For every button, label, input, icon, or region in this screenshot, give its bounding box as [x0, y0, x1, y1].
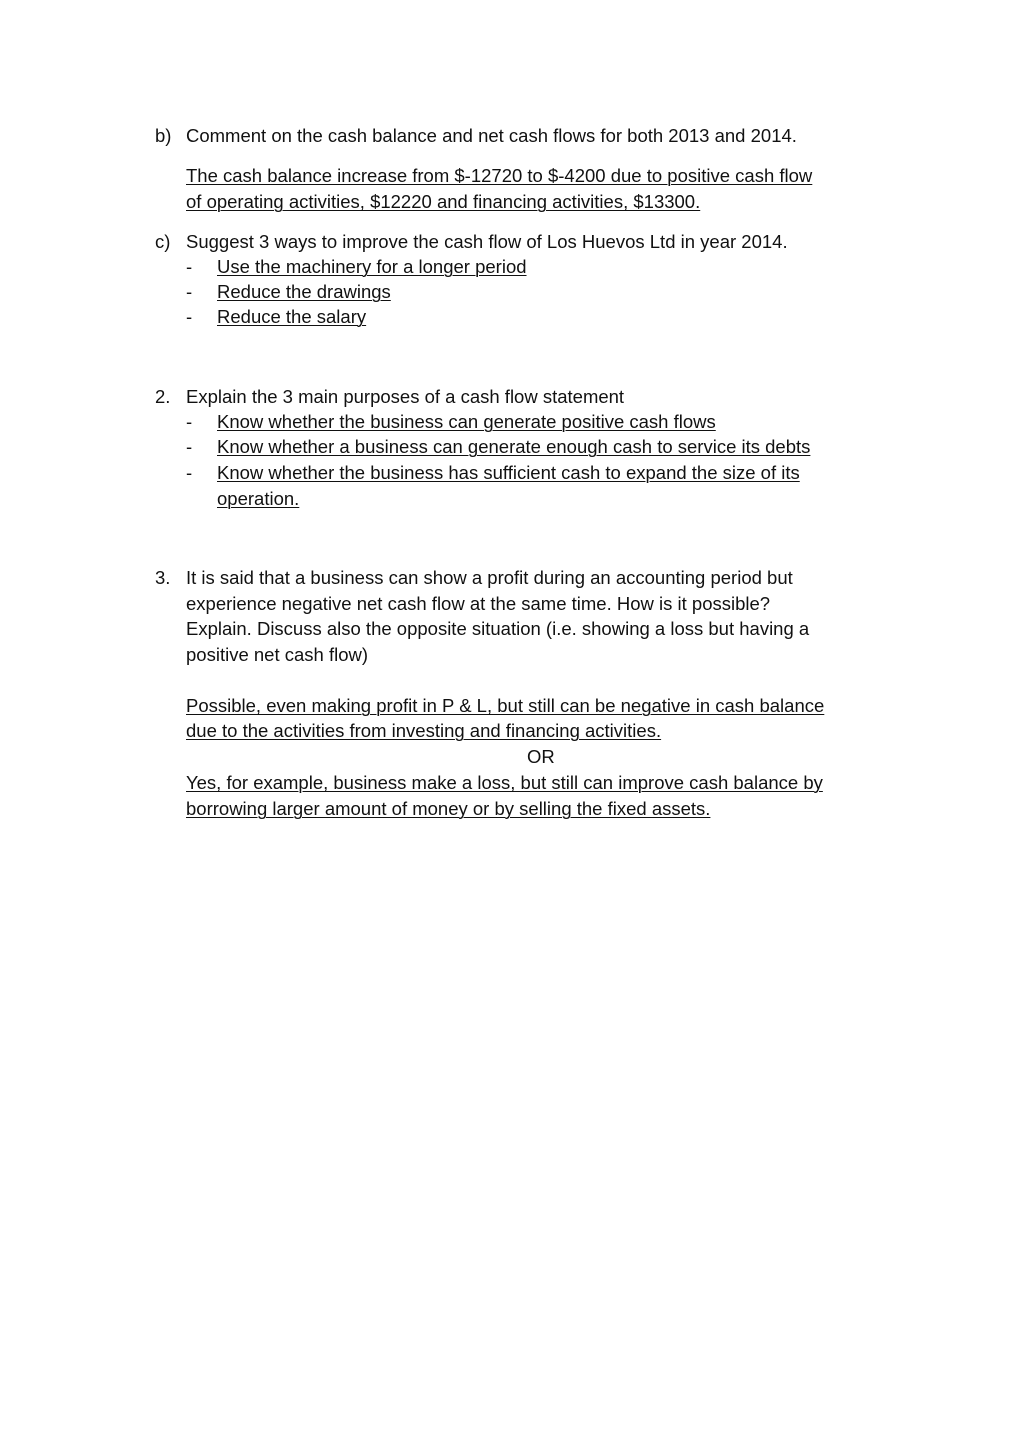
q2-marker: 2.: [155, 386, 171, 407]
q2-question: Explain the 3 main purposes of a cash flow statement: [186, 386, 625, 407]
part-c-marker: c): [155, 231, 171, 252]
q2-bullet-continuation: operation.: [217, 488, 300, 509]
bullet-dash: -: [186, 281, 193, 302]
q2-bullet: Know whether a business can generate enough cash to service its debts: [217, 436, 811, 457]
q3-question-line: Explain. Discuss also the opposite situation (i.e. showing a loss but having a: [186, 618, 810, 639]
q3-answer-line: Yes, for example, business make a loss, but still can improve cash balance by: [186, 772, 823, 793]
q3-marker: 3.: [155, 567, 171, 588]
bullet-dash: -: [186, 306, 193, 327]
bullet-dash: -: [186, 256, 193, 277]
bullet-dash: -: [186, 411, 193, 432]
q3-question-line: positive net cash flow): [186, 644, 369, 665]
q3-or-label: OR: [527, 746, 555, 767]
part-b-answer-line: of operating activities, $12220 and financing activities, $13300.: [186, 191, 701, 212]
q3-answer-line: Possible, even making profit in P & L, but still can be negative in cash balance: [186, 695, 825, 716]
part-c-bullet: Reduce the salary: [217, 306, 367, 327]
q2-bullet: Know whether the business has sufficient cash to expand the size of its: [217, 462, 800, 483]
part-c-bullet: Reduce the drawings: [217, 281, 391, 302]
q2-bullet: Know whether the business can generate positive cash flows: [217, 411, 716, 432]
part-b-answer-line: The cash balance increase from $-12720 to $-4200 due to positive cash flow: [186, 165, 813, 186]
bullet-dash: -: [186, 436, 193, 457]
q3-answer-line: due to the activities from investing and financing activities.: [186, 720, 662, 741]
part-b-question: Comment on the cash balance and net cash flows for both 2013 and 2014.: [186, 125, 797, 146]
part-c-bullet: Use the machinery for a longer period: [217, 256, 527, 277]
q3-question-line: It is said that a business can show a profit during an accounting period but: [186, 567, 793, 588]
q3-question-line: experience negative net cash flow at the same time. How is it possible?: [186, 593, 771, 614]
q3-answer-line: borrowing larger amount of money or by selling the fixed assets.: [186, 798, 711, 819]
bullet-dash: -: [186, 462, 193, 483]
part-c-question: Suggest 3 ways to improve the cash flow of Los Huevos Ltd in year 2014.: [186, 231, 788, 252]
part-b-marker: b): [155, 125, 172, 146]
